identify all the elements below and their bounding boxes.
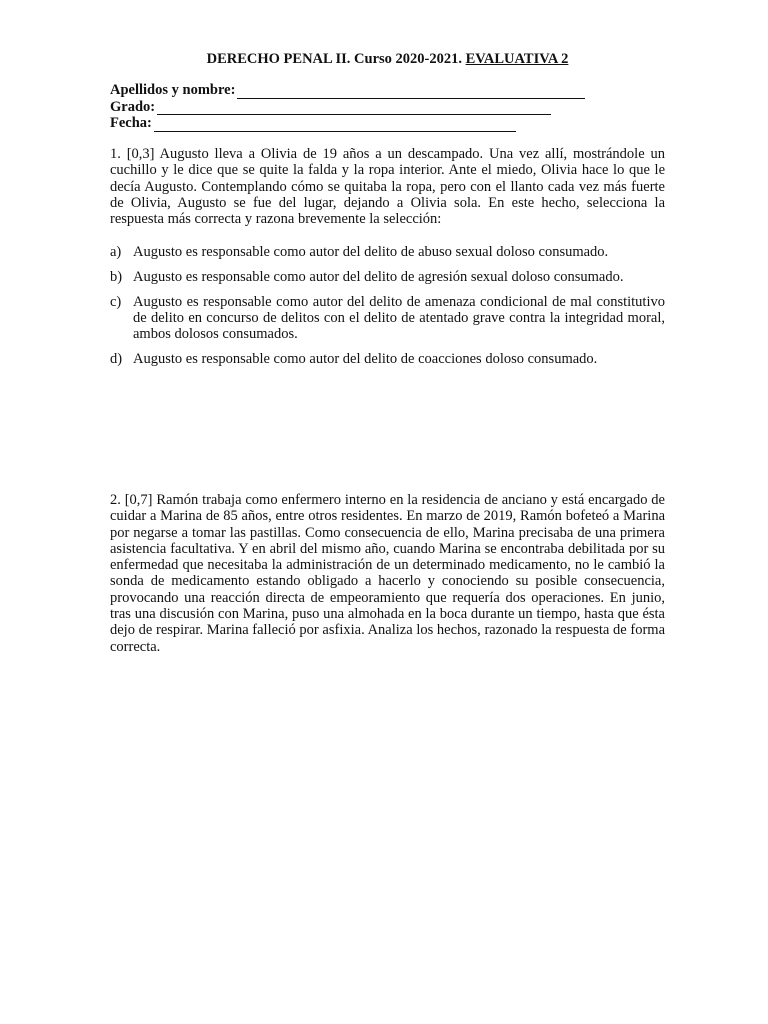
exam-title: [110, 50, 665, 68]
option-text: Augusto es responsable como autor del delito de coacciones doloso consumado.: [133, 350, 598, 367]
student-fields: [110, 82, 670, 132]
option-b: [110, 269, 665, 285]
option-letter: d): [110, 350, 123, 367]
fecha-label: Fecha:: [110, 115, 152, 131]
option-a: [110, 244, 665, 260]
name-fill-line: [237, 86, 585, 99]
fecha-fill-line: [154, 119, 516, 132]
option-c: [110, 294, 665, 343]
exam-title-main: DERECHO PENAL II. Curso 2020-2021.: [206, 51, 466, 67]
name-field-row: [110, 82, 670, 99]
option-d: [110, 351, 665, 367]
question-2-text: 2. [0,7] Ramón trabaja como enfermero interno en la residencia de anciano y está encargado de cuidar a Marina de 85 años, entre otros residentes. En marzo de 2019, Ramón bofeteó a Marina por negarse a tomar las pastillas. Como consecuencia de ello, Marina precisaba de una primera asistencia facultativa. Y en abril del mismo año, cuando Marina se encontraba debilitada por su enfermedad que necesitaba la administración de un determinado medicamento, no le cambió la sonda de medicamento estando obligado a hacerlo y conociendo su posible consecuencia, provocando una reacción directa de empeoramiento que requería dos operaciones. En junio, tras una discusión con Marina, puso una almohada en la boca durante un tiempo, hasta que ésta dejo de respirar. Marina falleció por asfixia. Analiza los hechos, razonado la respuesta de forma correcta.: [110, 492, 665, 655]
option-text: Augusto es responsable como autor del delito de abuso sexual doloso consumado.: [133, 244, 609, 260]
grado-field-row: [110, 99, 670, 116]
question-1-options: [110, 244, 665, 376]
grado-fill-line: [157, 102, 551, 115]
option-letter: c): [110, 293, 122, 310]
fecha-field-row: [110, 115, 670, 132]
question-1-text: 1. [0,3] Augusto lleva a Olivia de 19 años a un descampado. Una vez allí, mostrándole un cuchillo y le dice que se quite la falda y la ropa interior. Ante el miedo, Olivia hace lo que le decía Augusto. Contemplando cómo se quitaba la ropa, pero con el llanto cada vez más fuerte de Olivia, Augusto se fue del lugar, dejando a Olivia sola. En este hecho, selecciona la respuesta más correcta y razona brevemente la selección:: [110, 146, 665, 228]
option-text: Augusto es responsable como autor del delito de agresión sexual doloso consumado.: [133, 268, 624, 285]
exam-title-underlined: EVALUATIVA 2: [465, 51, 569, 67]
option-letter: b): [110, 268, 123, 285]
grado-label: Grado:: [110, 98, 156, 115]
option-text: Augusto es responsable como autor del delito de amenaza condicional de mal constitutivo de delito en concurso de delitos con el delito de atentado grave contra la integridad moral, ambos dolosos consumados.: [133, 293, 665, 343]
option-letter: a): [110, 244, 122, 260]
name-label: Apellidos y nombre:: [110, 82, 236, 98]
